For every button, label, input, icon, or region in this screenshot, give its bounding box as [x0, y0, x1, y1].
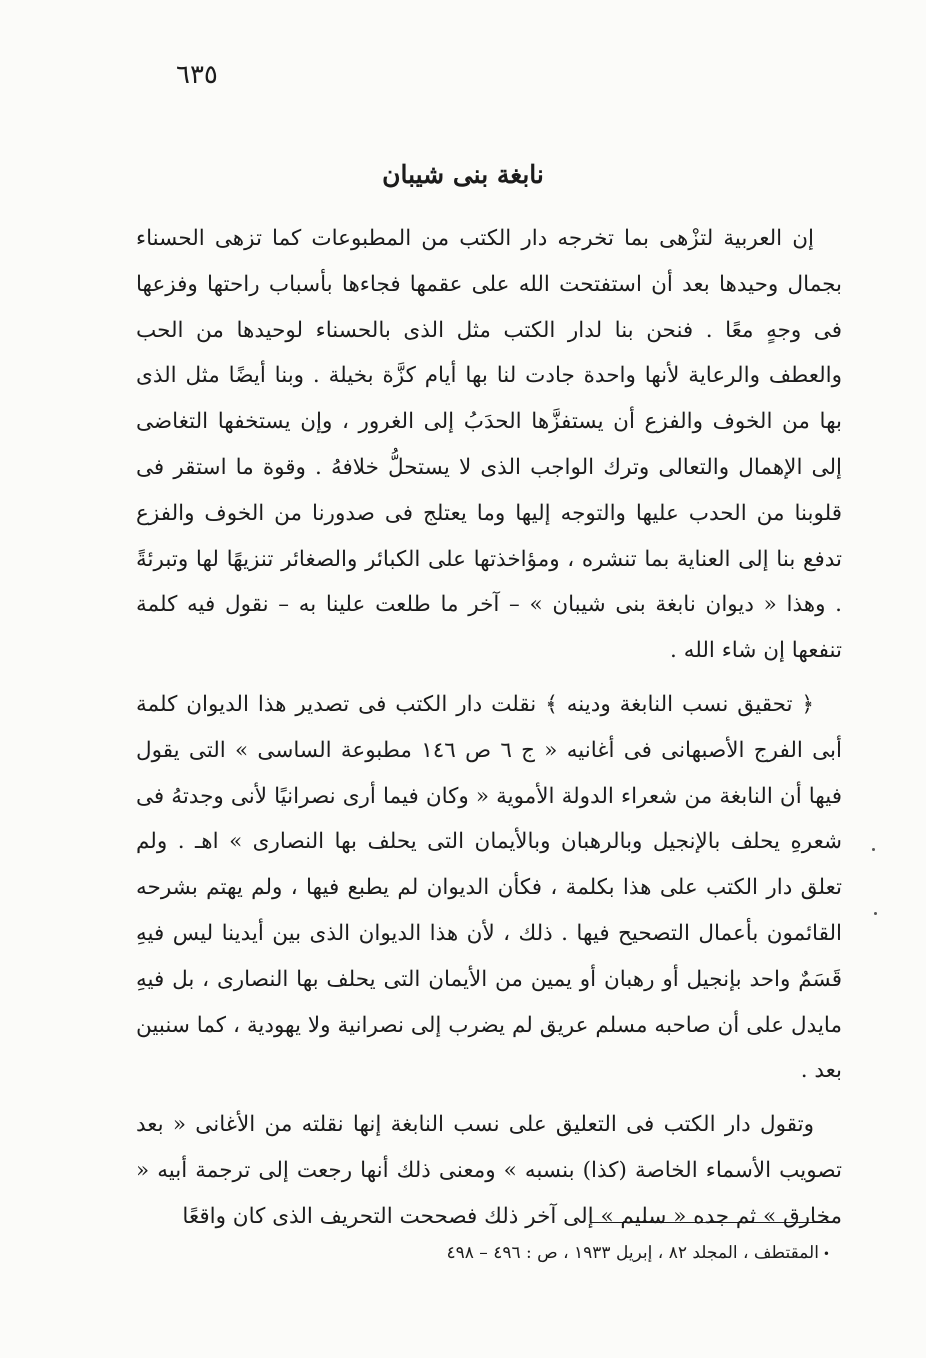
page-number: ٦٣٥ — [176, 60, 218, 90]
paragraph-intro: إن العربية لتزْهى بما تخرجه دار الكتب من المطبوعات كما تزهى الحسناء بجمال وحيدها بعد أن استفتحت الله على عقمها فجاءها بأسباب راحتها وفزعها فى وجهٍ معًا . فنحن بنا لدار الكتب مثل الذى بالحسناء لوحيدها من الحب والعطف والرعاية لأنها واحدة جادت لنا بها أيام كزَّة بخيلة . وبنا أيضًا مثل الذى بها من الخوف والفزع أن يستفزَّها الحدَبُ إلى الغرور ، وإن يستخفها التغاضى إلى الإهمال والتعالى وترك الواجب الذى لا يستحلُّ خلافهُ . وقوة ما استقر فى قلوبنا من الحدب عليها والتوجه إليها وما يعتلج فى صدورنا من الخوف والفزع تدفع بنا إلى العناية بما تنشره ، ومؤاخذتها على الكبائر والصغائر تنزيهًا لها وتبرئةً . وهذا « ديوان نابغة بنى شيبان » – آخر ما طلعت علينا به – نقول فيه كلمة تنفعها إن شاء الله . — [136, 226, 842, 664]
article-body — [136, 216, 842, 1240]
article-title: نابغة بنى شيبان — [382, 160, 544, 189]
footnote-citation: المقتطف ، المجلد ٨٢ ، إبريل ١٩٣٣ ، ص : ٤٩٦ – ٤٩٨ — [446, 1243, 819, 1263]
scan-speck — [872, 848, 875, 851]
footnote-marker: • — [822, 1247, 830, 1261]
footnote-divider — [590, 1222, 830, 1223]
paragraph-commentary: وتقول دار الكتب فى التعليق على نسب النابغة إنها نقلته من الأغانى « بعد تصويب الأسماء الخاصة (كذا) بنسبه » ومعنى ذلك أنها رجعت إلى ترجمة أبيه « مخارق » ثم جده « سليم » إلى آخر ذلك فصححت التحريف الذى كان واقعًا — [136, 1112, 842, 1229]
footnote — [300, 1240, 830, 1267]
scan-speck — [874, 912, 877, 915]
paragraph-lineage: ﴿ تحقيق نسب النابغة ودينه ﴾ نقلت دار الكتب فى تصدير هذا الديوان كلمة أبى الفرج الأصبهانى فى أغانيه « ج ٦ ص ١٤٦ مطبوعة الساسى » التى يقول فيها أن النابغة من شعراء الدولة الأموية « وكان فيما أرى نصرانيًا لأنى وجدتهُ فى شعرهِ يحلف بالإنجيل وبالرهبان وبالأيمان التى يحلف بها النصارى » اهـ . ولم تعلق دار الكتب على هذا بكلمة ، فكأن الديوان لم يطبع فيها ، ولم يهتم بشرحه القائمون بأعمال التصحيح فيها . ذلك ، لأن هذا الديوان الذى بين أيدينا ليس فيهِ قَسَمٌ واحد بإنجيل أو رهبان أو يمين من الأيمان التى يحلف بها النصارى ، بل فيهِ مايدل على أن صاحبه مسلم عريق لم يضرب إلى نصرانية ولا يهودية ، كما سنبين بعد . — [136, 691, 843, 1084]
